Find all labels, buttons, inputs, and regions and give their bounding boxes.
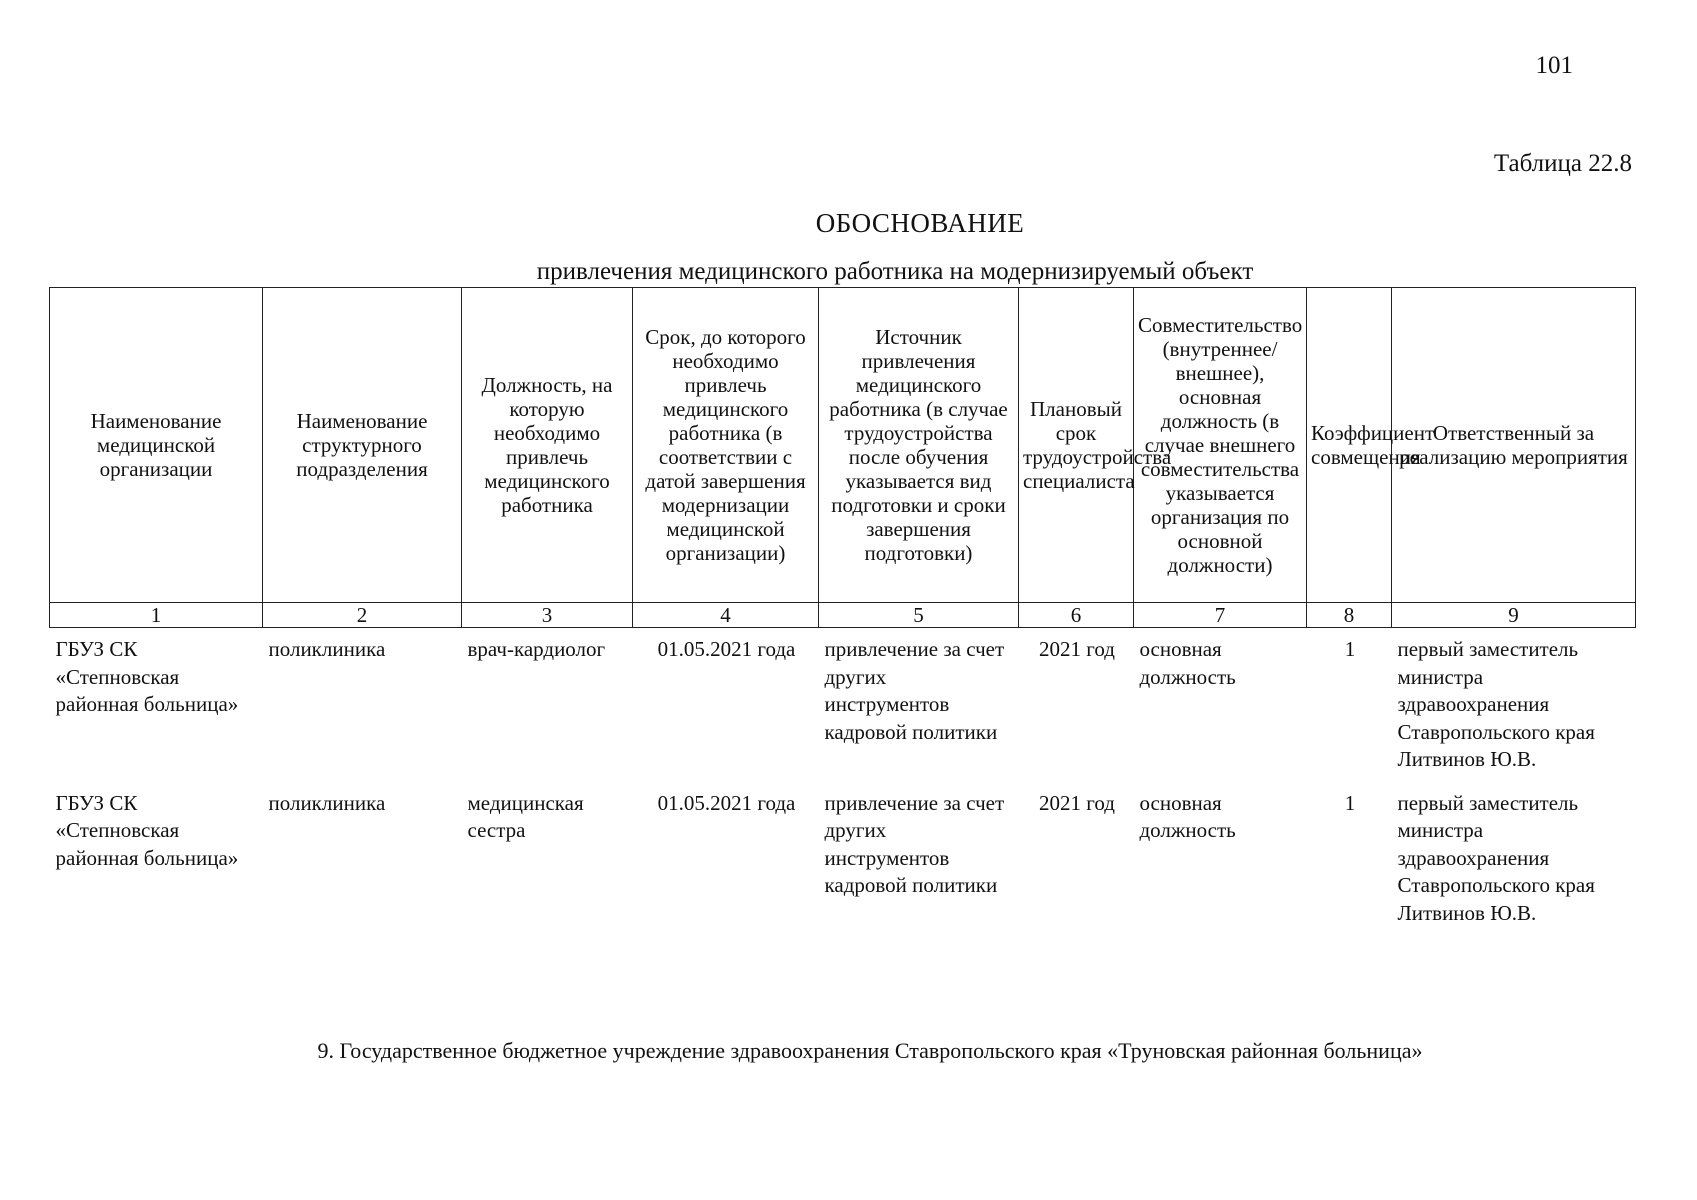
column-number: 3 xyxy=(462,603,633,628)
org-cell: ГБУЗ СК «Степновская районная больница» xyxy=(55,637,239,716)
header-cell: Наименование структурного подразделения xyxy=(263,288,462,603)
header-cell: Коэффициент совмещения xyxy=(1307,288,1392,603)
deadline-cell: 01.05.2021 года xyxy=(657,790,796,815)
justification-table xyxy=(49,287,1635,935)
column-number: 6 xyxy=(1019,603,1134,628)
header-cell: Должность, на которую необходимо привлечь медицинского работника xyxy=(462,288,633,603)
planned-cell: 2021 год xyxy=(1039,637,1115,661)
responsible-cell: первый заместитель министра здравоохранения Ставропольского края Литвинов Ю.В. xyxy=(1397,790,1595,925)
responsible-cell: первый заместитель министра здравоохранения Ставропольского края Литвинов Ю.В. xyxy=(1397,637,1595,771)
coefficient-cell: 1 xyxy=(1344,790,1356,815)
document-subtitle: привлечения медицинского работника на модернизируемый объект xyxy=(536,258,1254,285)
column-number: 5 xyxy=(819,603,1019,628)
org-cell: ГБУЗ СК «Степновская районная больница» xyxy=(55,790,239,870)
section-heading: 9. Государственное бюджетное учреждение здравоохранения Ставропольского края «Труновская районная больница» xyxy=(317,1038,1423,1063)
source-cell: привлечение за счет других инструментов кадровой политики xyxy=(824,790,1005,897)
position-cell: медицинская сестра xyxy=(467,790,584,842)
column-number: 2 xyxy=(263,603,462,628)
combination-cell: основная должность xyxy=(1139,790,1236,842)
header-cell: Ответственный за реализацию мероприятия xyxy=(1392,288,1636,603)
column-number: 9 xyxy=(1392,603,1636,628)
column-number: 7 xyxy=(1134,603,1307,628)
header-cell: Совместительство (внутреннее/внешнее), основная должность (в случае внешнего совместительства указывается организация по основной должности) xyxy=(1134,288,1307,603)
table-row xyxy=(50,628,1636,782)
column-number-row xyxy=(50,603,1636,628)
deadline-cell: 01.05.2021 года xyxy=(657,637,796,661)
unit-cell: поликлиника xyxy=(268,790,386,815)
table-row xyxy=(50,782,1636,936)
column-number: 8 xyxy=(1307,603,1392,628)
coefficient-cell: 1 xyxy=(1344,637,1356,661)
header-row xyxy=(50,288,1636,603)
table-label: Таблица 22.8 xyxy=(1493,150,1632,177)
page-number: 101 xyxy=(1535,52,1573,79)
document-title: ОБОСНОВАНИЕ xyxy=(815,208,1025,238)
column-number: 4 xyxy=(633,603,819,628)
header-cell: Плановый срок трудоустройства специалиста xyxy=(1019,288,1134,603)
source-cell: привлечение за счет других инструментов кадровой политики xyxy=(824,637,1005,744)
planned-cell: 2021 год xyxy=(1039,790,1115,815)
position-cell: врач-кардиолог xyxy=(467,637,606,661)
combination-cell: основная должность xyxy=(1139,637,1236,689)
header-cell: Наименование медицинской организации xyxy=(50,288,263,603)
column-number: 1 xyxy=(50,603,263,628)
header-cell: Источник привлечения медицинского работника (в случае трудоустройства после обучения указывается вид подготовки и сроки завершения подготовки) xyxy=(819,288,1019,603)
header-cell: Срок, до которого необходимо привлечь медицинского работника (в соответствии с датой завершения модернизации медицинской организации) xyxy=(633,288,819,603)
unit-cell: поликлиника xyxy=(268,637,386,661)
